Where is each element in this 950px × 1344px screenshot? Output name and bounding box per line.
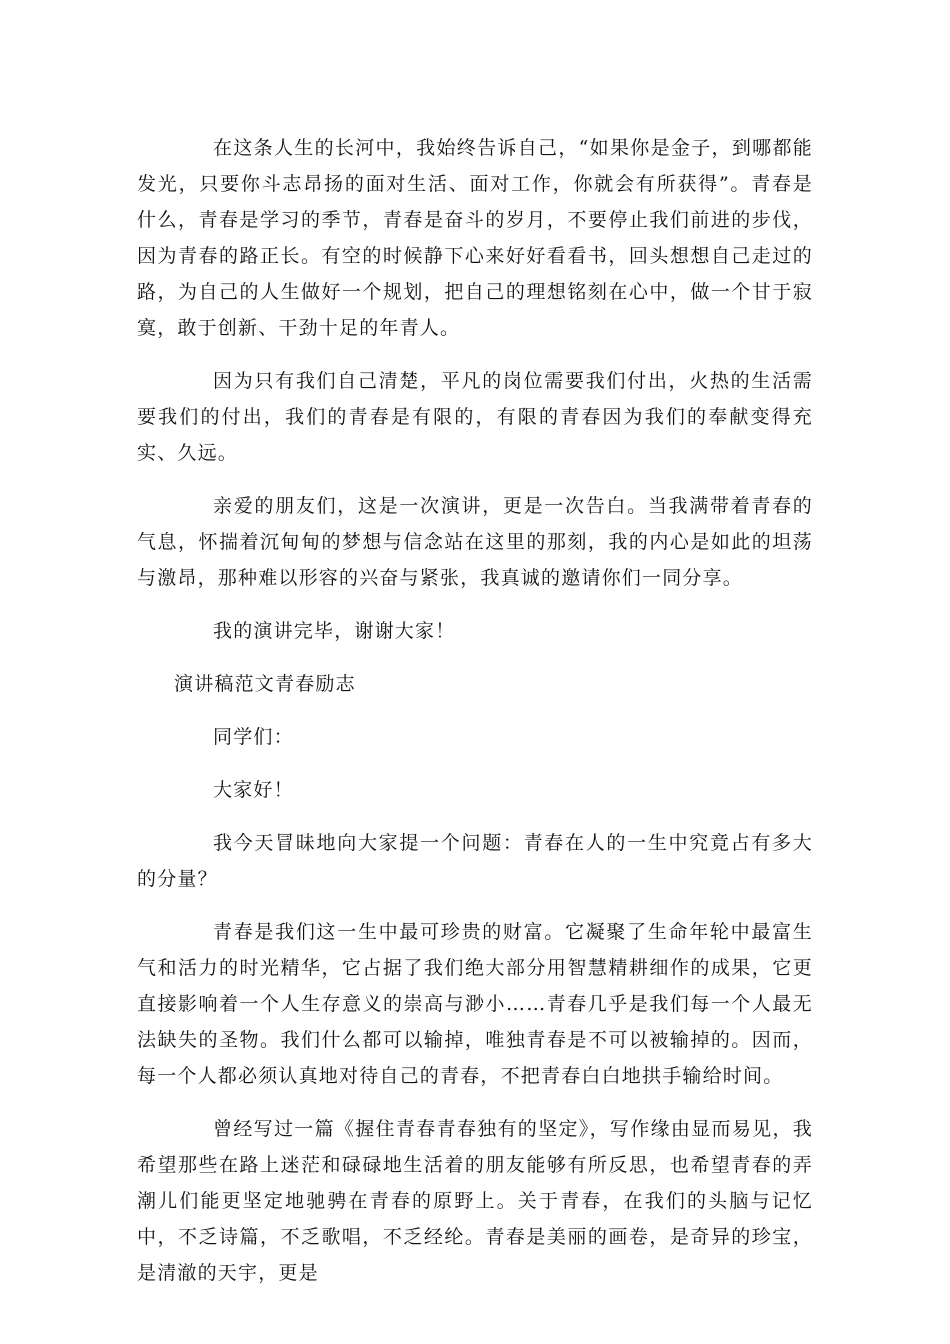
paragraph-article-reference: 曾经写过一篇《握住青春青春独有的坚定》，写作缘由显而易见，我希望那些在路上迷茫和碌碌地生活着的朋友能够有所反思，也希望青春的弄潮儿们能更坚定地驰骋在青春的原野上。关于青春，在我们的头脑与记忆中，不乏诗篇，不乏歌唱，不乏经纶。青春是美丽的画卷，是奇异的珍宝，是清澈的天宇，更是 xyxy=(137,1118,813,1284)
salutation-classmates: 同学们： xyxy=(213,726,294,748)
paragraph-question: 我今天冒昧地向大家提一个问题：青春在人的一生中究竟占有多大的分量？ xyxy=(137,832,813,890)
paragraph-dedication: 因为只有我们自己清楚，平凡的岗位需要我们付出，火热的生活需要我们的付出，我们的青春是有限的，有限的青春因为我们的奉献变得充实、久远。 xyxy=(137,370,813,464)
section-title: 演讲稿范文青春励志 xyxy=(174,673,356,695)
document-body xyxy=(137,130,813,1291)
paragraph-youth-treasure: 青春是我们这一生中最可珍贵的财富。它凝聚了生命年轮中最富生气和活力的时光精华，它占据了我们绝大部分用智慧精耕细作的成果，它更直接影响着一个人生存意义的崇高与渺小……青春几乎是我们每一个人最无法缺失的圣物。我们什么都可以输掉，唯独青春是不可以被输掉的。因而，每一个人都必须认真地对待自己的青春，不把青春白白地拱手输给时间。 xyxy=(137,921,813,1087)
salutation-greeting: 大家好！ xyxy=(213,779,294,801)
paragraph-confession: 亲爱的朋友们，这是一次演讲，更是一次告白。当我满带着青春的气息，怀揣着沉甸甸的梦想与信念站在这里的那刻，我的内心是如此的坦荡与激昂，那种难以形容的兴奋与紧张，我真诚的邀请你们一同分享。 xyxy=(137,495,813,589)
paragraph-youth-river: 在这条人生的长河中，我始终告诉自己，“如果你是金子，到哪都能发光，只要你斗志昂扬的面对生活、面对工作，你就会有所获得”。青春是什么，青春是学习的季节，青春是奋斗的岁月，不要停止我们前进的步伐，因为青春的路正长。有空的时候静下心来好好看看书，回头想想自己走过的路，为自己的人生做好一个规划，把自己的理想铭刻在心中，做一个甘于寂寞，敢于创新、干劲十足的年青人。 xyxy=(137,137,813,339)
paragraph-closing: 我的演讲完毕，谢谢大家！ xyxy=(213,620,456,642)
